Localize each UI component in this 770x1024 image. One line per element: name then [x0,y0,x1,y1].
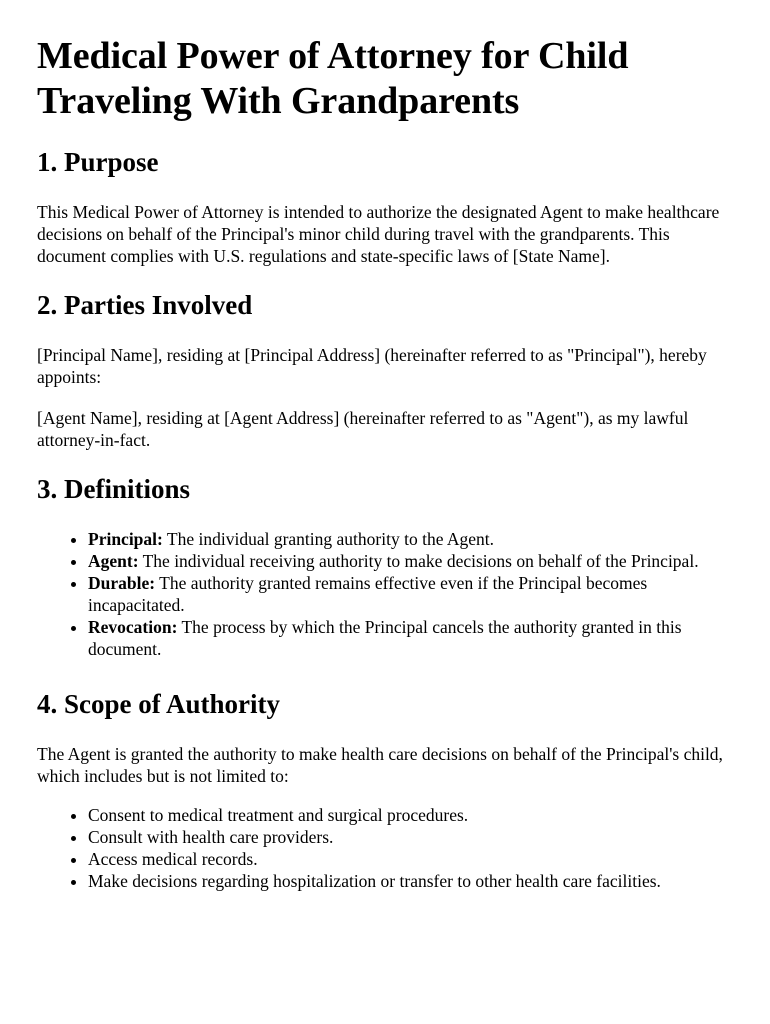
definition-term: Revocation: [88,617,178,637]
section-definitions [37,473,734,660]
definition-item [88,572,734,616]
definition-text: The individual receiving authority to make decisions on behalf of the Principal. [138,551,699,571]
principal-paragraph: [Principal Name], residing at [Principal Address] (hereinafter referred to as "Principal"), hereby appoints: [37,345,707,387]
section-purpose [37,146,734,267]
scope-intro: The Agent is granted the authority to make health care decisions on behalf of the Principal's child, which includes but is not limited to: [37,744,723,786]
scope-item: • Consult with health care providers. [88,826,734,848]
definition-item [88,616,734,660]
definition-term: Agent: [88,551,139,571]
section-scope [37,688,734,892]
document-title: Medical Power of Attorney for Child Traveling With Grandparents [37,35,629,122]
agent-paragraph: [Agent Name], residing at [Agent Address] (hereinafter referred to as "Agent"), as my lawful attorney-in-fact. [37,408,689,450]
definition-item [88,550,734,572]
definition-text: The individual granting authority to the Agent. [162,529,495,549]
definition-term: Principal: [88,529,163,549]
scope-item: • Access medical records. [88,848,734,870]
section-heading: 1. Purpose [37,147,159,177]
definition-term: Durable: [88,573,156,593]
section-heading: 3. Definitions [37,474,191,504]
scope-item: • Consent to medical treatment and surgical procedures. [88,804,734,826]
section-heading: 4. Scope of Authority [37,689,280,719]
scope-item: • Make decisions regarding hospitalization or transfer to other health care facilities. [88,870,734,892]
definition-text: The authority granted remains effective even if the Principal becomes incapacitated. [88,573,648,615]
section-parties [37,289,734,451]
purpose-paragraph: This Medical Power of Attorney is intended to authorize the designated Agent to make healthcare decisions on behalf of the Principal's minor child during travel with the grandparents. This document complies with U.S. regulations and state-specific laws of [State Name]. [37,202,720,266]
section-heading: 2. Parties Involved [37,290,253,320]
definition-item [88,528,734,550]
definitions-list [37,528,734,660]
definition-text: The process by which the Principal cancels the authority granted in this document. [88,617,682,659]
scope-list [37,804,734,892]
